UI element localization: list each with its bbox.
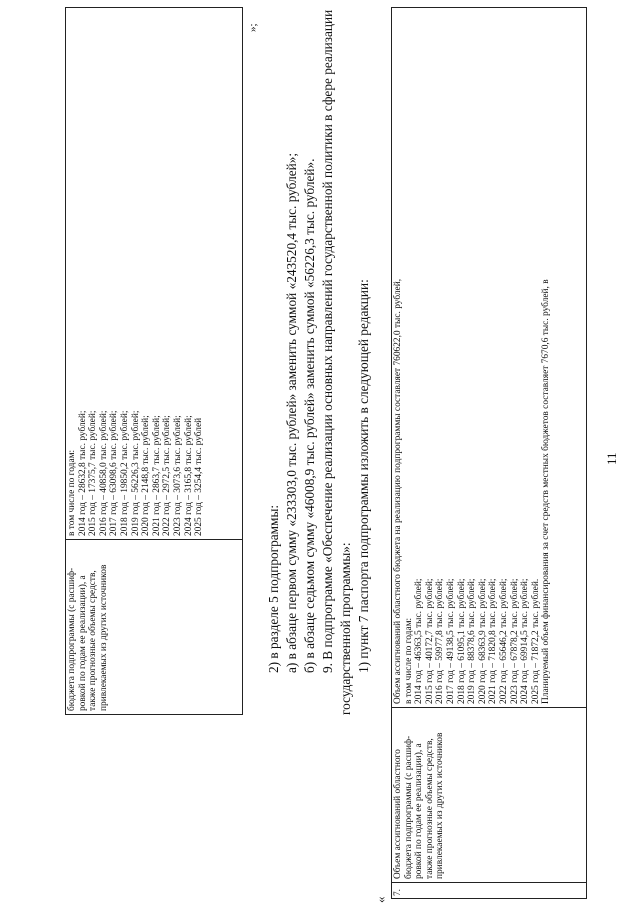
value-line: 2017 год – 49138,5 тыс. рублей; [445,578,456,704]
label-line: ровкой по годам ее реализации), а [77,575,88,711]
table-row [66,8,243,715]
value-line: 2020 год – 2148,8 тыс. рублей; [141,415,152,536]
label-line: привлекаемых из других источников [435,732,446,879]
paragraph: б) в абзаце седьмом сумму «46008,9 тыс. рублей» заменить суммой «56226,3 тыс. рублей». [302,158,317,673]
label-line: также прогнозные объемы средств, [88,570,99,711]
label-line: также прогнозные объемы средств, [424,738,435,879]
value-line: 2018 год – 61095,1 тыс. рублей; [456,578,467,704]
passport-table-continued [65,7,243,715]
value-line: 2016 год – 40858,0 тыс. рублей; [98,410,109,536]
paragraph: 9. В подпрограмме «Обеспечение реализации основных направлений государственной политики в сфере реализации [320,9,335,673]
opening-quote: « [373,896,388,903]
value-line: 2023 год – 3073,6 тыс. рублей; [172,415,183,536]
paragraph: а) в абзаце первом сумму «233303,0 тыс. рублей» заменить суммой «243520,4 тыс. рублей»; [284,152,299,673]
paragraph: 2) в разделе 5 подпрограммы: [266,504,281,673]
page-number: 11 [604,452,619,465]
table-cell-label [66,540,243,715]
table-cell-value [66,8,243,540]
table-cell-value [392,8,587,708]
value-line: 2014 год – 28632,8 тыс. рублей; [77,410,88,536]
value-line: 2022 год – 2972,5 тыс. рублей; [162,415,173,536]
value-line: 2023 год – 67878,2 тыс. рублей; [509,578,520,704]
label-line: привлекаемых из других источников [98,564,109,711]
table-row [392,8,587,899]
value-line: 2022 год – 65646,2 тыс. рублей; [498,578,509,704]
label-line: Объем ассигнований областного [393,749,403,879]
value-line: Объем ассигнований областного бюджета на реализацию подпрограммы составляет 760622,0 тыс. рублей, [393,278,403,704]
value-line: 2020 год – 68363,9 тыс. рублей; [477,578,488,704]
paragraph: государственной программы»: [338,542,353,715]
label-line: бюджета подпрограммы (с расшиф- [403,735,414,879]
value-line: в том числе по годам: [67,449,77,536]
value-line: 2015 год – 17375,7 тыс. рублей; [88,410,99,536]
value-line: 2019 год – 88378,6 тыс. рублей; [467,578,478,704]
value-line: 2025 год – 3254,4 тыс. рублей [194,417,205,536]
value-line: 2019 год – 56226,3 тыс. рублей; [130,410,141,536]
value-line: Планируемый объем финансирования за счет средств местных бюджетов составляет 7670,6 тыс. рублей, в [541,279,552,704]
value-line: 2025 год – 71872,2 тыс. рублей. [530,578,541,704]
table-cell-label [392,708,587,883]
row-number: 7. [392,883,587,899]
value-line: 2016 год – 59977,8 тыс. рублей; [435,578,446,704]
value-line: 2024 год – 69914,5 тыс. рублей; [520,578,531,704]
label-line: ровкой по годам ее реализации), а [414,743,425,879]
value-line: 2018 год – 19850,2 тыс. рублей; [119,410,130,536]
value-line: 2015 год – 40172,7 тыс. рублей; [424,578,435,704]
label-line: бюджета подпрограммы (с расшиф- [67,567,77,711]
value-line: 2017 год – 63098,6 тыс. рублей; [109,410,120,536]
closing-quote: »; [247,23,259,32]
passport-table [391,7,587,899]
value-line: в том числе по годам: [403,617,414,704]
value-line: 2014 год – 46363,5 тыс. рублей; [414,578,425,704]
paragraph: 1) пункт 7 паспорта подпрограммы изложить в следующей редакции: [356,279,371,673]
value-line: 2021 год – 2863,7 тыс. рублей; [151,415,162,536]
value-line: 2024 год – 3165,8 тыс. рублей; [183,415,194,536]
value-line: 2021 год – 71820,8 тыс. рублей; [488,578,499,704]
